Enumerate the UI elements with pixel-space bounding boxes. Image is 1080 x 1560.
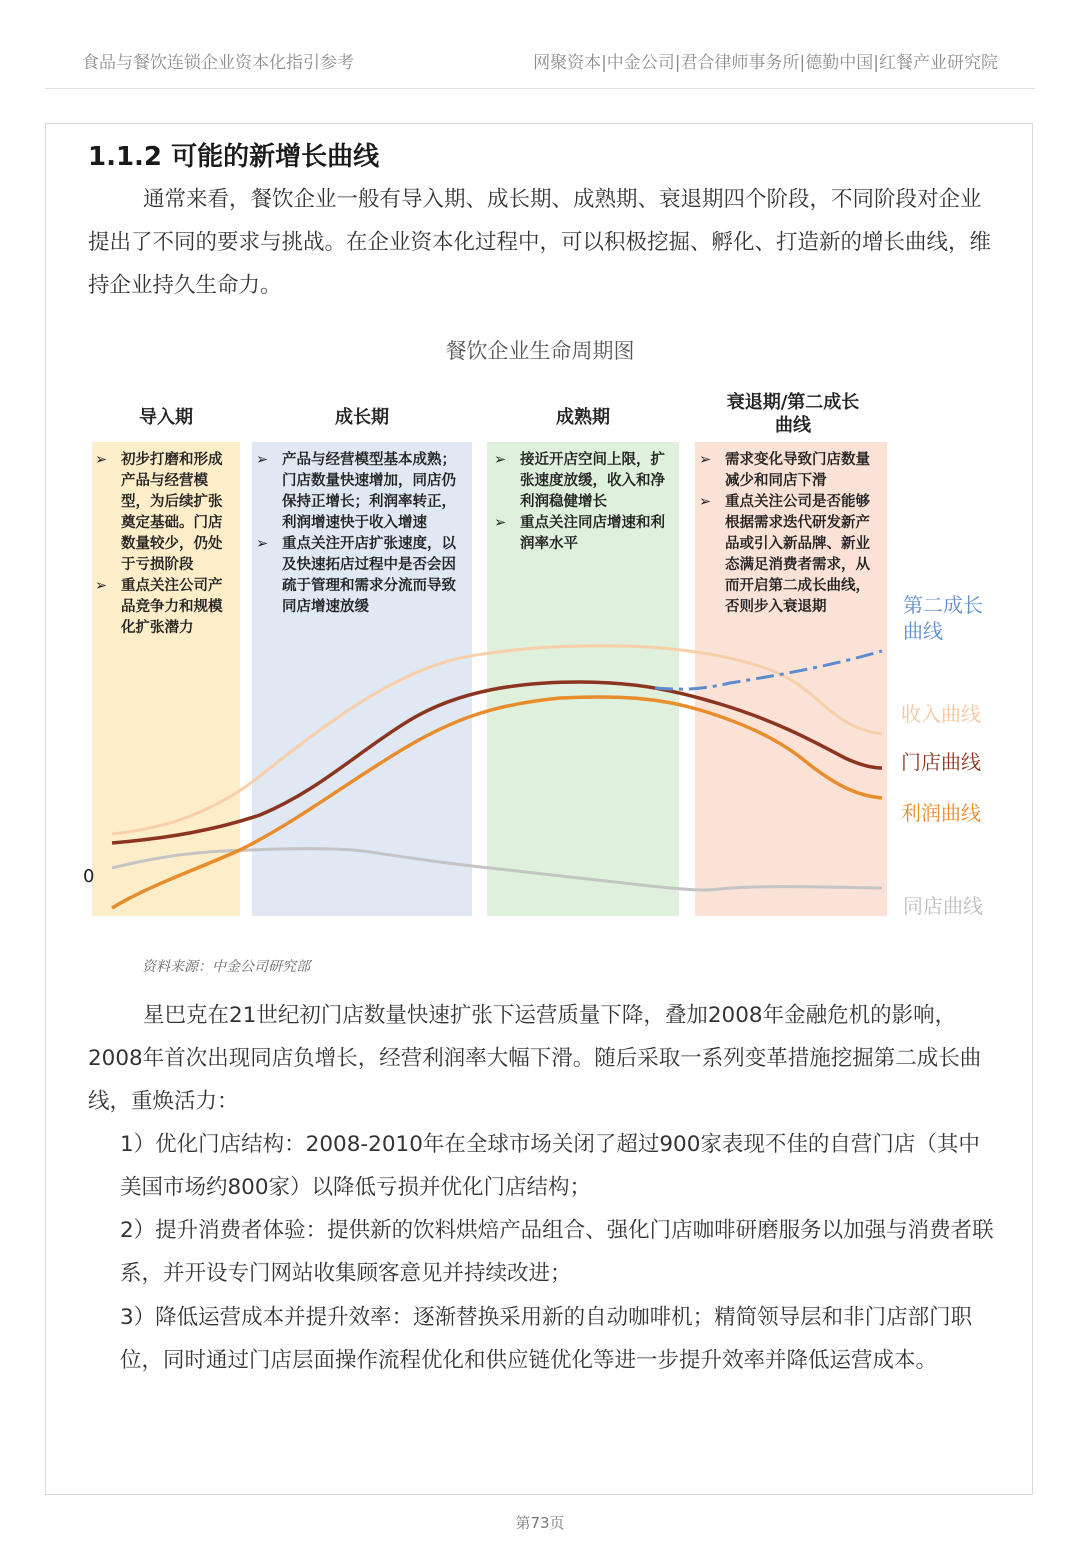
starbucks-text: 星巴克在21世纪初门店数量快速扩张下运营质量下降，叠加2008年金融危机的影响，2008年首次出现同店负增长，经营利润率大幅下滑。随后采取一系列变革措施挖掘第二成长曲线，重焕活力： <box>88 1003 982 1114</box>
label-store: 门店曲线 <box>901 750 981 774</box>
label-comp-store: 同店曲线 <box>903 894 983 918</box>
stage-bullet-text: 需求变化导致门店数量减少和同店下滑 <box>725 452 870 489</box>
stage-header-mature: 成熟期 <box>556 407 610 428</box>
stage-bullet <box>256 450 468 534</box>
stage-bullet <box>95 450 235 576</box>
list-item-1: 1）优化门店结构：2008-2010年在全球市场关闭了超过900家表现不佳的自营门店（其中美国市场约800家）以降低亏损并优化门店结构； <box>120 1132 980 1200</box>
label-profit: 利润曲线 <box>901 801 981 825</box>
arrow-bullet-icon: ➢ <box>699 494 712 510</box>
section-title: 1.1.2 可能的新增长曲线 <box>88 142 380 172</box>
stage-bullet-text: 重点关注公司产品竞争力和规模化扩张潜力 <box>121 578 223 636</box>
stage-bullet <box>494 450 674 513</box>
list-item-2: 2）提升消费者体验：提供新的饮料烘焙产品组合、强化门店咖啡研磨服务以加强与消费者联系，并开设专门网站收集顾客意见并持续改进； <box>120 1218 994 1286</box>
arrow-bullet-icon: ➢ <box>256 452 269 468</box>
stage-bullet-text: 接近开店空间上限，扩张速度放缓，收入和净利润稳健增长 <box>520 452 665 510</box>
stage-bullet-text: 初步打磨和形成产品与经营模型，为后续扩张奠定基础。门店数量较少，仍处于亏损阶段 <box>121 452 223 573</box>
label-second-growth: 第二成长曲线 <box>903 593 983 643</box>
starbucks-paragraph <box>88 994 994 1123</box>
stage-text-decline <box>699 450 883 618</box>
header-doc-title: 食品与餐饮连锁企业资本化指引参考 <box>82 53 354 73</box>
chart-source: 资料来源：中金公司研究部 <box>142 959 310 975</box>
stage-bullet <box>699 492 883 618</box>
arrow-bullet-icon: ➢ <box>494 452 507 468</box>
page-number: 第73页 <box>515 1514 565 1532</box>
arrow-bullet-icon: ➢ <box>699 452 712 468</box>
revenue-curve <box>112 646 882 834</box>
profit-curve <box>112 697 882 908</box>
stage-header-growth: 成长期 <box>335 407 389 428</box>
stage-text-intro <box>95 450 235 639</box>
stage-bullet-text: 产品与经营模型基本成熟；门店数量快速增加，同店仍保持正增长；利润率转正，利润增速快于收入增速 <box>282 452 456 531</box>
stage-bullet-text: 重点关注同店增速和利润率水平 <box>520 515 665 552</box>
stage-text-growth <box>256 450 468 618</box>
chart-title: 餐饮企业生命周期图 <box>445 339 635 363</box>
stage-bullet <box>699 450 883 492</box>
stage-bullet <box>256 534 468 618</box>
stage-bullet-text: 重点关注公司是否能够根据需求迭代研发新产品或引入新品牌、新业态满足消费者需求，从而开启第二成长曲线，否则步入衰退期 <box>725 494 870 615</box>
stage-header-decline: 衰退期/第二成长曲线 <box>726 392 860 436</box>
intro-text: 通常来看，餐饮企业一般有导入期、成长期、成熟期、衰退期四个阶段，不同阶段对企业提出了不同的要求与挑战。在企业资本化过程中，可以积极挖掘、孵化、打造新的增长曲线，维持企业持久生命力。 <box>88 187 992 298</box>
stage-header-intro: 导入期 <box>139 407 193 428</box>
stage-bullet <box>494 513 674 555</box>
arrow-bullet-icon: ➢ <box>95 452 108 468</box>
list-item-3: 3）降低运营成本并提升效率：逐渐替换采用新的自动咖啡机；精简领导层和非门店部门职位，同时通过门店层面操作流程优化和供应链优化等进一步提升效率并降低运营成本。 <box>120 1305 973 1373</box>
arrow-bullet-icon: ➢ <box>494 515 507 531</box>
stage-bullet-text: 重点关注开店扩张速度，以及快速拓店过程中是否会因疏于管理和需求分流而导致同店增速放缓 <box>282 536 456 615</box>
stage-bullet <box>95 576 235 639</box>
arrow-bullet-icon: ➢ <box>256 536 269 552</box>
stage-text-mature <box>494 450 674 555</box>
header-publishers: 网聚资本|中金公司|君合律师事务所|德勤中国|红餐产业研究院 <box>533 53 998 73</box>
store-curve <box>112 682 882 843</box>
arrow-bullet-icon: ➢ <box>95 578 108 594</box>
axis-zero-label: 0 <box>83 866 95 887</box>
label-revenue: 收入曲线 <box>901 702 981 726</box>
